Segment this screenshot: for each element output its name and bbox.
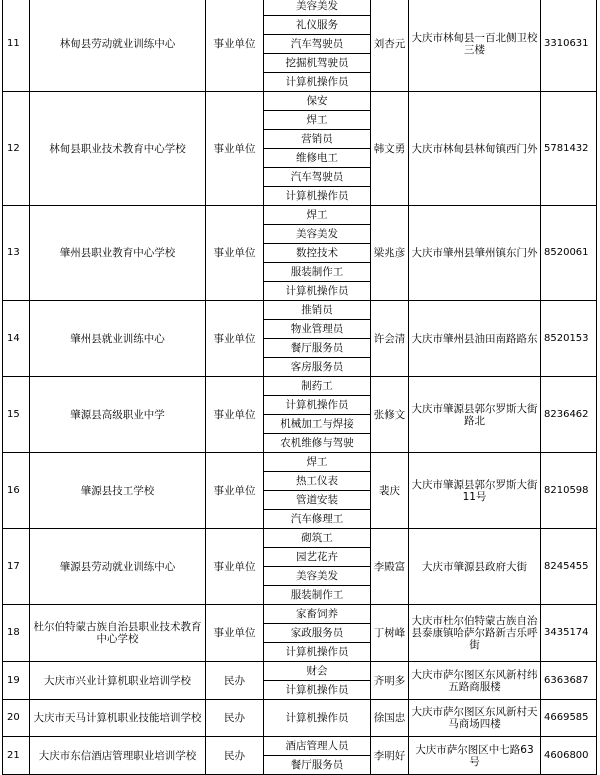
table-body [3, 0, 597, 775]
training-course: 服装制作工 [264, 263, 371, 282]
contact-person: 韩文勇 [371, 92, 409, 206]
address: 大庆市肇源县郭尔罗斯大街路北 [409, 377, 541, 453]
table-row [3, 529, 597, 548]
table-row [3, 206, 597, 225]
phone-number: 6363687 [541, 662, 597, 700]
training-course: 汽车驾驶员 [264, 168, 371, 187]
training-course: 制药工 [264, 377, 371, 396]
address: 大庆市肇州县油田南路路东 [409, 301, 541, 377]
contact-person: 刘杏元 [371, 0, 409, 92]
row-number: 11 [3, 0, 30, 92]
institution-name: 林甸县职业技术教育中心学校 [30, 92, 206, 206]
training-course: 汽车修理工 [264, 510, 371, 529]
institution-type: 事业单位 [206, 206, 264, 301]
contact-person: 张修文 [371, 377, 409, 453]
table-row [3, 301, 597, 320]
institution-type: 事业单位 [206, 377, 264, 453]
phone-number: 4669585 [541, 700, 597, 737]
training-course: 美容美发 [264, 225, 371, 244]
institution-name: 大庆市兴业计算机职业培训学校 [30, 662, 206, 700]
training-institutions-table [2, 0, 597, 775]
institution-type: 事业单位 [206, 0, 264, 92]
training-course: 计算机操作员 [264, 700, 371, 737]
table-row [3, 700, 597, 737]
training-course: 管道安装 [264, 491, 371, 510]
training-course: 美容美发 [264, 567, 371, 586]
address: 大庆市林甸县林甸镇西门外 [409, 92, 541, 206]
institution-type: 事业单位 [206, 529, 264, 605]
phone-number: 4606800 [541, 737, 597, 775]
row-number: 21 [3, 737, 30, 775]
training-course: 焊工 [264, 111, 371, 130]
row-number: 20 [3, 700, 30, 737]
institution-name: 杜尔伯特蒙古族自治县职业技术教育中心学校 [30, 605, 206, 662]
training-course: 计算机操作员 [264, 282, 371, 301]
phone-number: 5781432 [541, 92, 597, 206]
training-course: 计算机操作员 [264, 73, 371, 92]
institution-name: 肇源县劳动就业训练中心 [30, 529, 206, 605]
training-course: 焊工 [264, 206, 371, 225]
training-course: 汽车驾驶员 [264, 35, 371, 54]
institution-type: 事业单位 [206, 453, 264, 529]
contact-person: 李明好 [371, 737, 409, 775]
institution-type: 事业单位 [206, 301, 264, 377]
institution-type: 事业单位 [206, 92, 264, 206]
row-number: 12 [3, 92, 30, 206]
training-course: 物业管理员 [264, 320, 371, 339]
row-number: 18 [3, 605, 30, 662]
phone-number: 3310631 [541, 0, 597, 92]
table-row [3, 453, 597, 472]
training-course: 数控技术 [264, 244, 371, 263]
training-course: 计算机操作员 [264, 187, 371, 206]
table-row [3, 92, 597, 111]
institution-name: 肇源县技工学校 [30, 453, 206, 529]
training-course: 保安 [264, 92, 371, 111]
row-number: 19 [3, 662, 30, 700]
phone-number: 8236462 [541, 377, 597, 453]
address: 大庆市肇源县郭尔罗斯大街11号 [409, 453, 541, 529]
address: 大庆市杜尔伯特蒙古族自治县泰康镇哈萨尔路新吉乐呼街 [409, 605, 541, 662]
address: 大庆市林甸县一百北侧卫校三楼 [409, 0, 541, 92]
training-course: 礼仪服务 [264, 16, 371, 35]
institution-name: 肇源县高级职业中学 [30, 377, 206, 453]
phone-number: 8210598 [541, 453, 597, 529]
address: 大庆市萨尔图区东风新村纬五路商服楼 [409, 662, 541, 700]
training-course: 园艺花卉 [264, 548, 371, 567]
phone-number: 8245455 [541, 529, 597, 605]
training-course: 家政服务员 [264, 624, 371, 643]
institution-name: 大庆市天马计算机职业技能培训学校 [30, 700, 206, 737]
address: 大庆市萨尔图区东风新村天马商场四楼 [409, 700, 541, 737]
row-number: 17 [3, 529, 30, 605]
row-number: 15 [3, 377, 30, 453]
table-row [3, 737, 597, 756]
address: 大庆市肇源县政府大街 [409, 529, 541, 605]
training-course: 财会 [264, 662, 371, 681]
training-course: 家畜饲养 [264, 605, 371, 624]
contact-person: 齐明多 [371, 662, 409, 700]
institution-type: 事业单位 [206, 605, 264, 662]
training-course: 客房服务员 [264, 358, 371, 377]
institution-name: 林甸县劳动就业训练中心 [30, 0, 206, 92]
table-row [3, 605, 597, 624]
contact-person: 徐国忠 [371, 700, 409, 737]
training-course: 计算机操作员 [264, 396, 371, 415]
contact-person: 梁兆彦 [371, 206, 409, 301]
training-course: 焊工 [264, 453, 371, 472]
training-course: 农机维修与驾驶 [264, 434, 371, 453]
training-course: 推销员 [264, 301, 371, 320]
training-course: 服装制作工 [264, 586, 371, 605]
table-row [3, 662, 597, 681]
phone-number: 3435174 [541, 605, 597, 662]
contact-person: 许会清 [371, 301, 409, 377]
address: 大庆市肇州县肇州镇东门外 [409, 206, 541, 301]
training-course: 餐厅服务员 [264, 339, 371, 358]
training-course: 砌筑工 [264, 529, 371, 548]
training-course: 美容美发 [264, 0, 371, 16]
institution-name: 肇州县职业教育中心学校 [30, 206, 206, 301]
row-number: 16 [3, 453, 30, 529]
table-row [3, 0, 597, 16]
training-course: 餐厅服务员 [264, 756, 371, 775]
institution-name: 肇州县就业训练中心 [30, 301, 206, 377]
training-course: 热工仪表 [264, 472, 371, 491]
institution-type: 民办 [206, 737, 264, 775]
row-number: 14 [3, 301, 30, 377]
training-course: 计算机操作员 [264, 643, 371, 662]
training-course: 维修电工 [264, 149, 371, 168]
address: 大庆市萨尔图区中七路63号 [409, 737, 541, 775]
contact-person: 裴庆 [371, 453, 409, 529]
table-row [3, 377, 597, 396]
row-number: 13 [3, 206, 30, 301]
institution-type: 民办 [206, 700, 264, 737]
phone-number: 8520061 [541, 206, 597, 301]
contact-person: 丁树峰 [371, 605, 409, 662]
training-course: 营销员 [264, 130, 371, 149]
training-course: 计算机操作员 [264, 681, 371, 700]
institution-type: 民办 [206, 662, 264, 700]
phone-number: 8520153 [541, 301, 597, 377]
institution-name: 大庆市东信酒店管理职业培训学校 [30, 737, 206, 775]
training-course: 酒店管理人员 [264, 737, 371, 756]
training-course: 机械加工与焊接 [264, 415, 371, 434]
training-course: 挖掘机驾驶员 [264, 54, 371, 73]
contact-person: 李殿富 [371, 529, 409, 605]
